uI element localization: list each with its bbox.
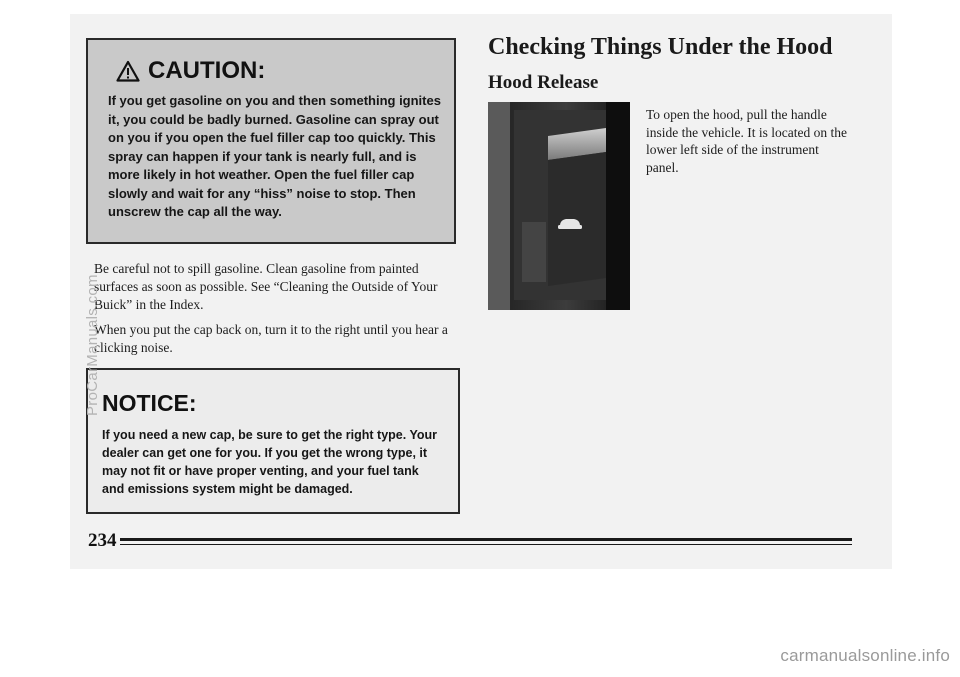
caution-heading	[116, 56, 265, 86]
hood-release-text: To open the hood, pull the handle inside the vehicle. It is located on the lower left side of the instrument panel.	[646, 107, 847, 175]
watermark: ProCarManuals.com	[84, 274, 101, 416]
body-paragraph: When you put the cap back on, turn it to the right until you hear a clicking noise.	[94, 322, 448, 355]
hood-release-photo	[488, 102, 630, 310]
hood-release-photo-graphic	[488, 102, 630, 310]
notice-text: If you need a new cap, be sure to get the right type. Your dealer can get one for you. If you get the wrong type, it may not fit or have proper venting, and your fuel tank and emissions system might be damaged.	[102, 428, 438, 496]
caution-text: If you get gasoline on you and then something ignites it, you could be badly burned. Gasoline can spray out on you if you open the fuel filler cap too quickly. This spray can happen if your tank is nearly full, and is more likely in hot weather. Open the fuel filler cap slowly and wait for any “hiss” noise to stop. Then unscrew the cap all the way.	[108, 93, 441, 219]
notice-title: NOTICE:	[102, 390, 197, 416]
caution-box	[86, 38, 456, 244]
footer-rule-thin	[120, 544, 852, 545]
section-subtitle: Hood Release	[488, 72, 599, 93]
caution-title: CAUTION:	[148, 57, 266, 84]
section-title: Checking Things Under the Hood	[488, 34, 833, 60]
notice-box	[86, 368, 460, 514]
body-paragraph: Be careful not to spill gasoline. Clean gasoline from painted surfaces as soon as possible. See “Cleaning the Outside of Your Buick” in the Index.	[94, 261, 438, 312]
page-number: 234	[88, 530, 117, 551]
warning-triangle-icon	[116, 60, 140, 82]
footer-rule	[120, 538, 852, 541]
site-footer-watermark: carmanualsonline.info	[780, 646, 950, 665]
